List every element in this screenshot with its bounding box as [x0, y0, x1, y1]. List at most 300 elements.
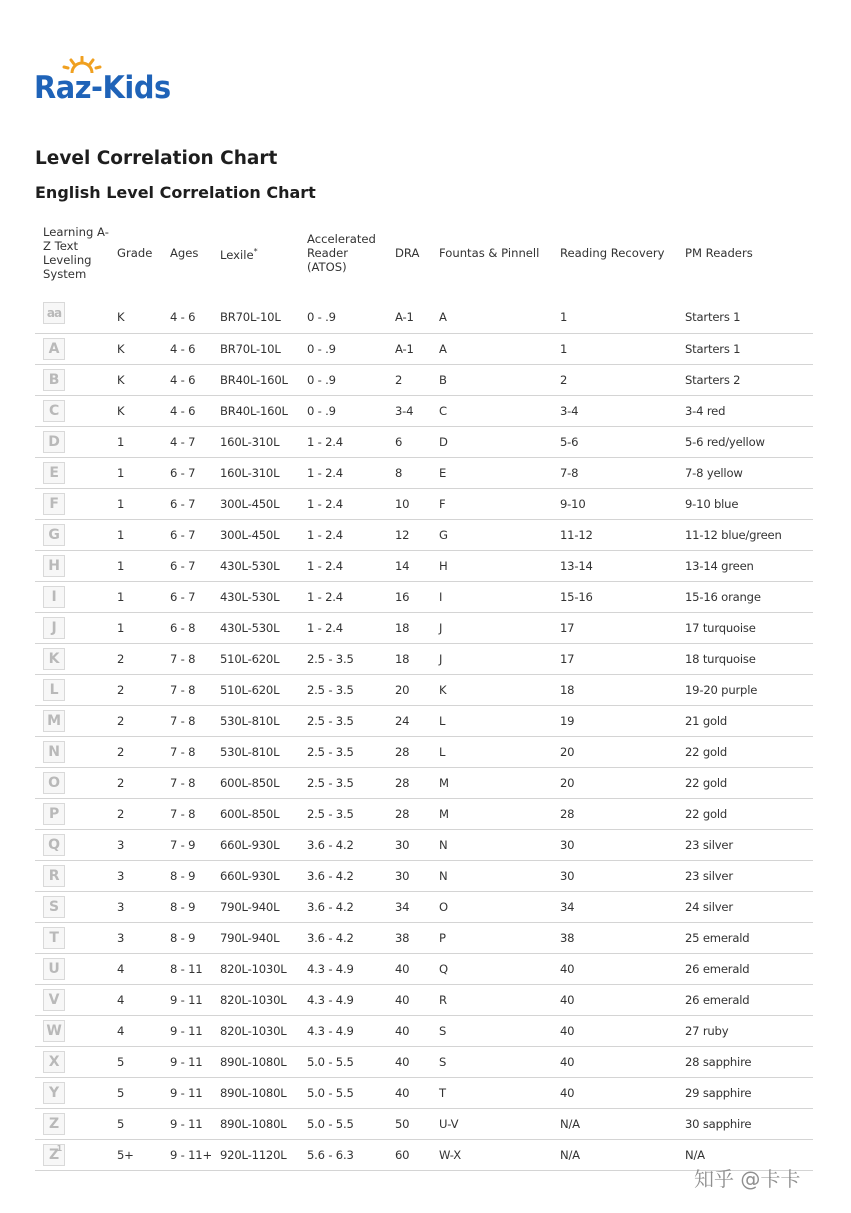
dra-cell: 18 — [395, 613, 439, 644]
dra-cell: 28 — [395, 768, 439, 799]
fp-cell: J — [439, 613, 560, 644]
level-letter: R — [48, 868, 60, 884]
lexile-cell: 820L-1030L — [220, 954, 307, 985]
rr-cell: N/A — [560, 1140, 685, 1171]
ages-cell: 9 - 11 — [170, 1109, 220, 1140]
table-row — [35, 954, 813, 985]
rr-cell: 30 — [560, 830, 685, 861]
grade-cell: 3 — [117, 892, 170, 923]
level-badge — [43, 617, 65, 639]
rr-cell: 13-14 — [560, 551, 685, 582]
table-row — [35, 284, 813, 334]
ages-cell: 7 - 8 — [170, 768, 220, 799]
level-badge — [43, 741, 65, 763]
table-body — [35, 284, 813, 1171]
pm-cell: 11-12 blue/green — [685, 520, 813, 551]
atos-cell: 1 - 2.4 — [307, 458, 395, 489]
grade-cell: 5 — [117, 1109, 170, 1140]
table-row — [35, 1109, 813, 1140]
lexile-cell: 660L-930L — [220, 830, 307, 861]
level-cell — [35, 1047, 117, 1078]
atos-cell: 5.0 - 5.5 — [307, 1109, 395, 1140]
fp-cell: F — [439, 489, 560, 520]
level-letter: P — [48, 806, 60, 822]
dra-cell: 24 — [395, 706, 439, 737]
level-badge — [43, 865, 65, 887]
level-letter: S — [49, 899, 59, 915]
ages-cell: 4 - 6 — [170, 334, 220, 365]
pm-cell: 22 gold — [685, 737, 813, 768]
table-row — [35, 768, 813, 799]
fp-cell: D — [439, 427, 560, 458]
ages-cell: 6 - 7 — [170, 458, 220, 489]
ages-cell: 7 - 8 — [170, 706, 220, 737]
level-cell — [35, 582, 117, 613]
ages-cell: 8 - 9 — [170, 923, 220, 954]
level-letter: B — [48, 372, 60, 388]
level-letter: H — [48, 558, 60, 574]
dra-cell: 28 — [395, 737, 439, 768]
pm-cell: 13-14 green — [685, 551, 813, 582]
fp-cell: C — [439, 396, 560, 427]
lexile-cell: 160L-310L — [220, 458, 307, 489]
dra-cell: 38 — [395, 923, 439, 954]
level-letter: C — [48, 403, 60, 419]
atos-cell: 4.3 - 4.9 — [307, 954, 395, 985]
table-row — [35, 985, 813, 1016]
grade-cell: 4 — [117, 1016, 170, 1047]
rr-cell: 11-12 — [560, 520, 685, 551]
level-letter: J — [51, 620, 57, 636]
dra-cell: 16 — [395, 582, 439, 613]
atos-cell: 3.6 - 4.2 — [307, 830, 395, 861]
lexile-cell: 920L-1120L — [220, 1140, 307, 1171]
grade-cell: 3 — [117, 830, 170, 861]
level-badge — [43, 958, 65, 980]
grade-cell: 5 — [117, 1047, 170, 1078]
level-badge — [43, 648, 65, 670]
level-cell — [35, 551, 117, 582]
pm-cell: 9-10 blue — [685, 489, 813, 520]
fp-cell: N — [439, 861, 560, 892]
dra-cell: 10 — [395, 489, 439, 520]
pm-cell: 22 gold — [685, 799, 813, 830]
rr-cell: 40 — [560, 1016, 685, 1047]
level-cell — [35, 830, 117, 861]
rr-cell: 30 — [560, 861, 685, 892]
fp-cell: E — [439, 458, 560, 489]
dra-cell: 8 — [395, 458, 439, 489]
fp-cell: M — [439, 768, 560, 799]
ages-cell: 9 - 11 — [170, 985, 220, 1016]
pm-cell: 28 sapphire — [685, 1047, 813, 1078]
pm-cell: 15-16 orange — [685, 582, 813, 613]
grade-cell: K — [117, 365, 170, 396]
dra-cell: 2 — [395, 365, 439, 396]
lexile-cell: 430L-530L — [220, 551, 307, 582]
level-letter: Z — [49, 1147, 59, 1163]
ages-cell: 8 - 11 — [170, 954, 220, 985]
level-badge — [43, 927, 65, 949]
level-letter: A — [48, 341, 60, 357]
pm-cell: 22 gold — [685, 768, 813, 799]
level-cell — [35, 365, 117, 396]
level-letter: O — [48, 775, 60, 791]
header-atos: Accelerated Reader (ATOS) — [307, 232, 376, 274]
level-cell — [35, 768, 117, 799]
lexile-cell: 660L-930L — [220, 861, 307, 892]
atos-cell: 4.3 - 4.9 — [307, 985, 395, 1016]
pm-cell: 23 silver — [685, 830, 813, 861]
atos-cell: 2.5 - 3.5 — [307, 737, 395, 768]
pm-cell: 26 emerald — [685, 985, 813, 1016]
ages-cell: 9 - 11 — [170, 1016, 220, 1047]
atos-cell: 1 - 2.4 — [307, 489, 395, 520]
ages-cell: 6 - 7 — [170, 520, 220, 551]
grade-cell: K — [117, 334, 170, 365]
atos-cell: 0 - .9 — [307, 284, 395, 334]
rr-cell: 17 — [560, 644, 685, 675]
header-fp: Fountas & Pinnell — [439, 246, 540, 260]
table-row — [35, 582, 813, 613]
level-cell — [35, 1016, 117, 1047]
rr-cell: 1 — [560, 334, 685, 365]
chart-subtitle: English Level Correlation Chart — [35, 183, 316, 202]
table-row — [35, 830, 813, 861]
rr-cell: 40 — [560, 954, 685, 985]
fp-cell: P — [439, 923, 560, 954]
fp-cell: T — [439, 1078, 560, 1109]
dra-cell: 50 — [395, 1109, 439, 1140]
grade-cell: 3 — [117, 923, 170, 954]
fp-cell: K — [439, 675, 560, 706]
level-letter: E — [49, 465, 59, 481]
lexile-cell: 790L-940L — [220, 892, 307, 923]
grade-cell: 2 — [117, 737, 170, 768]
pm-cell: 17 turquoise — [685, 613, 813, 644]
level-letter: F — [49, 496, 59, 512]
table-row — [35, 1016, 813, 1047]
level-superscript: 1 — [56, 1144, 62, 1153]
pm-cell: 29 sapphire — [685, 1078, 813, 1109]
level-letter: V — [48, 992, 60, 1008]
pm-cell: 26 emerald — [685, 954, 813, 985]
fp-cell: I — [439, 582, 560, 613]
ages-cell: 8 - 9 — [170, 861, 220, 892]
header-lexile: Lexile* — [220, 246, 258, 262]
ages-cell: 7 - 8 — [170, 675, 220, 706]
rr-cell: 38 — [560, 923, 685, 954]
lexile-cell: 890L-1080L — [220, 1109, 307, 1140]
fp-cell: L — [439, 737, 560, 768]
lexile-cell: 430L-530L — [220, 582, 307, 613]
table-header-row — [35, 222, 813, 284]
level-letter: D — [48, 434, 60, 450]
level-badge — [43, 710, 65, 732]
lexile-cell: BR40L-160L — [220, 365, 307, 396]
table-row — [35, 706, 813, 737]
table-row — [35, 675, 813, 706]
rr-cell: 20 — [560, 737, 685, 768]
fp-cell: B — [439, 365, 560, 396]
dra-cell: 20 — [395, 675, 439, 706]
header-dra: DRA — [395, 246, 420, 260]
level-letter: I — [51, 589, 57, 605]
level-badge — [43, 462, 65, 484]
lexile-cell: 530L-810L — [220, 737, 307, 768]
lexile-cell: 530L-810L — [220, 706, 307, 737]
table-row — [35, 799, 813, 830]
lexile-cell: 600L-850L — [220, 768, 307, 799]
level-cell — [35, 892, 117, 923]
pm-cell: 3-4 red — [685, 396, 813, 427]
level-cell — [35, 1109, 117, 1140]
lexile-cell: BR70L-10L — [220, 284, 307, 334]
grade-cell: 5+ — [117, 1140, 170, 1171]
raz-kids-logo — [34, 56, 171, 110]
level-letter: N — [48, 744, 60, 760]
level-cell — [35, 1140, 117, 1171]
table-row — [35, 613, 813, 644]
grade-cell: 1 — [117, 551, 170, 582]
level-letter: Y — [49, 1085, 59, 1101]
table-row — [35, 365, 813, 396]
grade-cell: 2 — [117, 799, 170, 830]
fp-cell: L — [439, 706, 560, 737]
rr-cell: 3-4 — [560, 396, 685, 427]
table-row — [35, 923, 813, 954]
atos-cell: 2.5 - 3.5 — [307, 768, 395, 799]
rr-cell: N/A — [560, 1109, 685, 1140]
dra-cell: 40 — [395, 985, 439, 1016]
fp-cell: A — [439, 334, 560, 365]
fp-cell: W-X — [439, 1140, 560, 1171]
ages-cell: 7 - 9 — [170, 830, 220, 861]
dra-cell: 30 — [395, 830, 439, 861]
ages-cell: 9 - 11 — [170, 1078, 220, 1109]
pm-cell: 7-8 yellow — [685, 458, 813, 489]
level-badge — [43, 555, 65, 577]
level-cell — [35, 706, 117, 737]
level-cell — [35, 427, 117, 458]
fp-cell: A — [439, 284, 560, 334]
table-row — [35, 1078, 813, 1109]
atos-cell: 0 - .9 — [307, 365, 395, 396]
atos-cell: 2.5 - 3.5 — [307, 675, 395, 706]
lexile-cell: 600L-850L — [220, 799, 307, 830]
level-cell — [35, 737, 117, 768]
level-badge — [43, 431, 65, 453]
grade-cell: 2 — [117, 706, 170, 737]
grade-cell: 1 — [117, 582, 170, 613]
dra-cell: 40 — [395, 1047, 439, 1078]
atos-cell: 5.0 - 5.5 — [307, 1047, 395, 1078]
level-letter: Q — [48, 837, 60, 853]
level-letter: X — [48, 1054, 60, 1070]
level-cell — [35, 1078, 117, 1109]
ages-cell: 6 - 8 — [170, 613, 220, 644]
level-badge — [43, 369, 65, 391]
page-title: Level Correlation Chart — [35, 148, 278, 169]
grade-cell: 2 — [117, 675, 170, 706]
ages-cell: 7 - 8 — [170, 644, 220, 675]
ages-cell: 7 - 8 — [170, 737, 220, 768]
ages-cell: 7 - 8 — [170, 799, 220, 830]
fp-cell: O — [439, 892, 560, 923]
rr-cell: 28 — [560, 799, 685, 830]
level-letter: M — [47, 713, 61, 729]
fp-cell: R — [439, 985, 560, 1016]
lexile-cell: 430L-530L — [220, 613, 307, 644]
level-cell — [35, 520, 117, 551]
pm-cell: 21 gold — [685, 706, 813, 737]
level-cell — [35, 458, 117, 489]
level-cell — [35, 334, 117, 365]
level-badge — [43, 772, 65, 794]
dra-cell: 40 — [395, 1078, 439, 1109]
atos-cell: 5.6 - 6.3 — [307, 1140, 395, 1171]
pm-cell: Starters 2 — [685, 365, 813, 396]
dra-cell: 6 — [395, 427, 439, 458]
table-row — [35, 551, 813, 582]
level-letter: Z — [49, 1116, 59, 1132]
dra-cell: 14 — [395, 551, 439, 582]
level-badge — [43, 1020, 65, 1042]
pm-cell: 5-6 red/yellow — [685, 427, 813, 458]
dra-cell: 34 — [395, 892, 439, 923]
table-row — [35, 1047, 813, 1078]
atos-cell: 4.3 - 4.9 — [307, 1016, 395, 1047]
grade-cell: 1 — [117, 613, 170, 644]
level-cell — [35, 799, 117, 830]
rr-cell: 18 — [560, 675, 685, 706]
pm-cell: 30 sapphire — [685, 1109, 813, 1140]
fp-cell: S — [439, 1016, 560, 1047]
pm-cell: Starters 1 — [685, 284, 813, 334]
logo-wordmark: Raz-Kids — [34, 70, 171, 106]
fp-cell: H — [439, 551, 560, 582]
header-level: Learning A-Z Text Leveling System — [43, 225, 109, 281]
table-row — [35, 892, 813, 923]
level-letter: U — [48, 961, 60, 977]
ages-cell: 6 - 7 — [170, 489, 220, 520]
level-badge — [43, 524, 65, 546]
pm-cell: 27 ruby — [685, 1016, 813, 1047]
table-row — [35, 458, 813, 489]
table-row — [35, 489, 813, 520]
atos-cell: 2.5 - 3.5 — [307, 644, 395, 675]
rr-cell: 20 — [560, 768, 685, 799]
lexile-cell: 300L-450L — [220, 489, 307, 520]
rr-cell: 19 — [560, 706, 685, 737]
ages-cell: 4 - 6 — [170, 284, 220, 334]
rr-cell: 5-6 — [560, 427, 685, 458]
dra-cell: 12 — [395, 520, 439, 551]
grade-cell: 4 — [117, 985, 170, 1016]
grade-cell: K — [117, 284, 170, 334]
fp-cell: Q — [439, 954, 560, 985]
level-badge — [43, 834, 65, 856]
level-badge — [43, 1144, 65, 1166]
dra-cell: 40 — [395, 954, 439, 985]
lexile-footnote-mark: * — [253, 246, 258, 256]
rr-cell: 40 — [560, 1078, 685, 1109]
lexile-cell: BR70L-10L — [220, 334, 307, 365]
atos-cell: 3.6 - 4.2 — [307, 861, 395, 892]
rr-cell: 15-16 — [560, 582, 685, 613]
grade-cell: 1 — [117, 427, 170, 458]
level-cell — [35, 675, 117, 706]
lexile-cell: 820L-1030L — [220, 985, 307, 1016]
level-cell — [35, 644, 117, 675]
fp-cell: S — [439, 1047, 560, 1078]
fp-cell: U-V — [439, 1109, 560, 1140]
grade-cell: 2 — [117, 644, 170, 675]
atos-cell: 1 - 2.4 — [307, 551, 395, 582]
fp-cell: J — [439, 644, 560, 675]
header-pm: PM Readers — [685, 246, 753, 260]
lexile-cell: 820L-1030L — [220, 1016, 307, 1047]
table-row — [35, 334, 813, 365]
atos-cell: 1 - 2.4 — [307, 427, 395, 458]
dra-cell: 30 — [395, 861, 439, 892]
level-cell — [35, 861, 117, 892]
table-row — [35, 396, 813, 427]
level-cell — [35, 284, 117, 334]
grade-cell: 1 — [117, 520, 170, 551]
rr-cell: 2 — [560, 365, 685, 396]
pm-cell: Starters 1 — [685, 334, 813, 365]
table-row — [35, 644, 813, 675]
pm-cell: 19-20 purple — [685, 675, 813, 706]
table-row — [35, 427, 813, 458]
level-badge — [43, 989, 65, 1011]
dra-cell: 18 — [395, 644, 439, 675]
level-cell — [35, 954, 117, 985]
level-cell — [35, 489, 117, 520]
rr-cell: 7-8 — [560, 458, 685, 489]
level-letter: W — [46, 1023, 62, 1039]
level-letter: G — [48, 527, 60, 543]
grade-cell: 5 — [117, 1078, 170, 1109]
table-row — [35, 520, 813, 551]
level-correlation-table — [35, 222, 813, 1171]
ages-cell: 8 - 9 — [170, 892, 220, 923]
atos-cell: 2.5 - 3.5 — [307, 706, 395, 737]
dra-cell: 28 — [395, 799, 439, 830]
atos-cell: 5.0 - 5.5 — [307, 1078, 395, 1109]
grade-cell: 4 — [117, 954, 170, 985]
atos-cell: 2.5 - 3.5 — [307, 799, 395, 830]
fp-cell: G — [439, 520, 560, 551]
ages-cell: 6 - 7 — [170, 551, 220, 582]
ages-cell: 6 - 7 — [170, 582, 220, 613]
level-badge — [43, 302, 65, 324]
lexile-cell: BR40L-160L — [220, 396, 307, 427]
level-cell — [35, 923, 117, 954]
dra-cell: A-1 — [395, 334, 439, 365]
lexile-cell: 510L-620L — [220, 675, 307, 706]
rr-cell: 40 — [560, 1047, 685, 1078]
level-badge — [43, 493, 65, 515]
level-badge — [43, 679, 65, 701]
level-letter: T — [49, 930, 59, 946]
pm-cell: 25 emerald — [685, 923, 813, 954]
ages-cell: 4 - 6 — [170, 365, 220, 396]
lexile-cell: 160L-310L — [220, 427, 307, 458]
dra-cell: 40 — [395, 1016, 439, 1047]
level-badge — [43, 1051, 65, 1073]
